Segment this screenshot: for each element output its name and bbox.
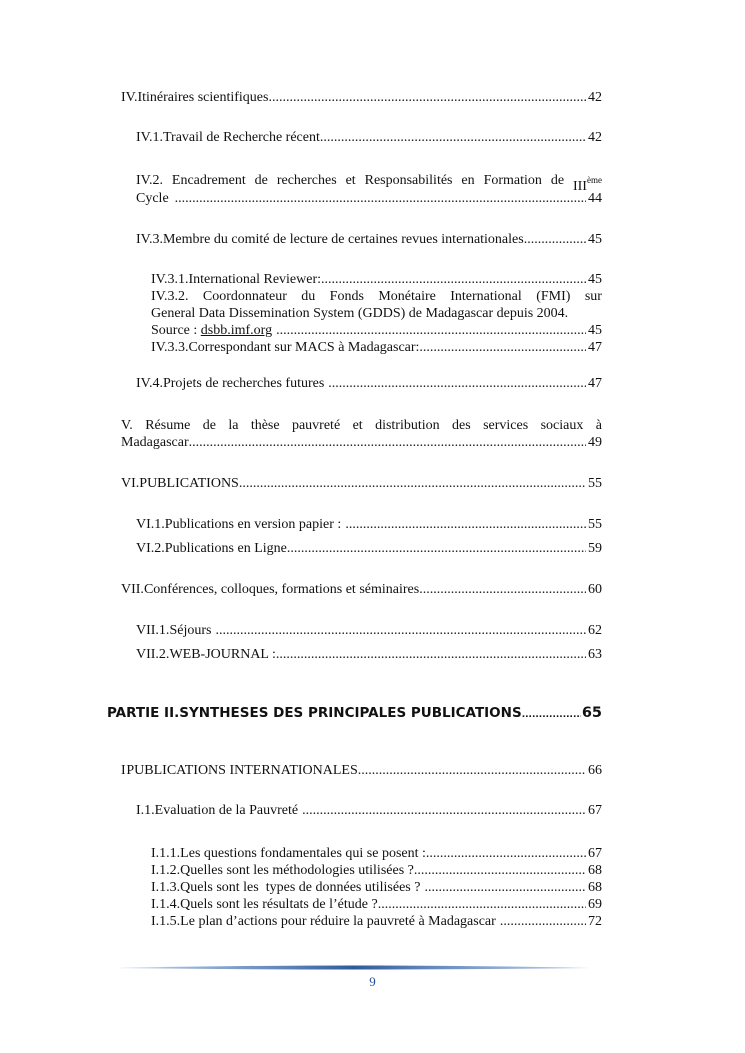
toc-leader [268,89,586,106]
toc-number: IV.2. [136,173,163,188]
toc-number: VII. [121,582,144,597]
toc-label: General Data Dissemination System (GDDS) de Madagascar depuis 2004. [151,306,569,321]
toc-word: des [452,418,471,433]
toc-word: de [550,173,565,188]
toc-label: Quelles sont les méthodologies utilisées ? [180,863,414,878]
toc-number: IV.3. [136,232,163,247]
toc-leader [276,646,586,663]
toc-entry-iv-3[interactable] [136,231,602,248]
toc-page: 47 [588,376,602,391]
toc-label: Conférences, colloques, formations et séminaires [143,582,420,597]
toc-leader [302,802,586,819]
toc-page: 55 [588,517,602,532]
toc-entry-i-1[interactable] [136,802,602,819]
toc-entry-iv-3-1[interactable] [151,271,602,288]
toc-label: SYNTHESES DES PRINCIPALES PUBLICATIONS [179,705,522,721]
source-link[interactable]: dsbb.imf.org [200,323,273,338]
toc-word: III [572,179,587,194]
toc-number: IV. [121,90,138,105]
toc-word: (FMI) [536,289,571,304]
toc-entry-i-1-3[interactable] [151,879,602,896]
toc-word: Monétaire [378,289,436,304]
toc-word: à [595,418,602,433]
toc-page: 68 [588,863,602,878]
toc-leader [419,339,586,356]
toc-word: thèse [250,418,280,433]
toc-entry-iv-3-2-line1[interactable] [151,288,602,305]
toc-word: en [461,173,475,188]
toc-entry-iv-3-2-line2 [151,305,602,322]
toc-word: Coordonnateur [202,289,287,304]
toc-label: Publications en version papier : [164,517,342,532]
toc-page: 62 [588,623,602,638]
toc-label: PUBLICATIONS [139,476,239,491]
toc-word: Résume [145,418,191,433]
toc-word: pauvreté [291,418,341,433]
toc-page: 44 [588,191,602,206]
toc-entry-iv[interactable] [121,89,602,106]
toc-leader [320,129,586,146]
toc-leader [321,271,586,288]
toc-label: Quels sont les résultats de l’étude ? [180,897,378,912]
toc-label: Séjours [169,623,212,638]
toc-entry-vi[interactable] [121,475,602,492]
toc-label [151,322,272,339]
toc-label: Evaluation de la Pauvreté [154,803,299,818]
toc-entry-iv-2-line2[interactable] [136,190,602,207]
toc-number: IV.3.3. [151,340,189,355]
toc-leader [414,862,586,879]
toc-entry-vii[interactable] [121,581,602,598]
toc-number: VI.1. [136,517,165,532]
toc-label: Projets de recherches futures [162,376,325,391]
toc-entry-i-1-2[interactable] [151,862,602,879]
toc-label: Quels sont les types de données utilisées ? [180,880,421,895]
toc-number: IV.3.2. [151,289,189,304]
toc-word: la [228,418,239,433]
toc-page: 72 [588,914,602,929]
toc-label: Madagascar [121,435,189,450]
toc-word: sur [584,289,602,304]
toc-leader [345,516,586,533]
toc-leader [215,622,586,639]
toc-page: 42 [588,130,602,145]
toc-page: 47 [588,340,602,355]
toc-leader [522,704,581,724]
toc-label: Les questions fondamentales qui se posent : [180,846,426,861]
toc-leader [524,231,586,248]
toc-entry-vii-1[interactable] [136,622,602,639]
toc-number: PARTIE II. [107,705,180,721]
toc-entry-v-line1[interactable] [121,417,602,434]
toc-page: 65 [581,705,602,721]
toc-word: recherches [276,173,337,188]
toc-entry-vi-1[interactable] [136,516,602,533]
toc-page: 49 [588,435,602,450]
superscript: ème [586,175,602,185]
toc-page: 45 [588,272,602,287]
toc-number: IV.4. [136,376,163,391]
toc-label: Cycle [136,191,169,206]
toc-page: 67 [588,846,602,861]
page-number: 9 [369,974,376,989]
toc-entry-i[interactable] [121,762,602,779]
toc-number: I.1.2. [151,863,181,878]
toc-word: de [254,173,268,188]
toc-page: 63 [588,647,602,662]
toc-page: 55 [588,476,602,491]
toc-entry-i-1-4[interactable] [151,896,602,913]
toc-entry-partie-ii[interactable] [107,704,602,724]
toc-page: 68 [588,880,602,895]
toc-word: Responsabilités [364,173,453,188]
footer-rule-shape [116,966,592,970]
toc-number: V. [121,418,133,433]
toc-label: Membre du comité de lecture de certaines revues internationales [162,232,524,247]
toc-leader [276,322,586,339]
toc-leader [419,581,586,598]
toc-page: 45 [588,323,602,338]
source-prefix: Source : [151,323,201,338]
toc-page: 59 [588,541,602,556]
toc-word: et [352,418,363,433]
toc-leader [358,762,586,779]
toc-leader [239,475,586,492]
toc-word: Formation [483,173,542,188]
toc-entry-i-1-1[interactable] [151,845,602,862]
toc-label: Travail de Recherche récent [162,130,320,145]
toc-entry-iv-3-2-line3[interactable] [151,322,602,339]
toc-page: 69 [588,897,602,912]
toc-number: IV.1. [136,130,163,145]
toc-number: I.1.5. [151,914,181,929]
toc-leader [328,375,586,392]
toc-number: I.1.4. [151,897,181,912]
toc-number: IV.3.1. [151,272,189,287]
toc-leader [287,540,586,557]
toc-number: VI. [121,476,140,491]
toc-word: distribution [375,418,440,433]
toc-label: Itinéraires scientifiques [137,90,269,105]
toc-word: sociaux [540,418,584,433]
toc-word: et [345,173,356,188]
toc-word: Fonds [329,289,364,304]
toc-entry-vii-2[interactable] [136,646,602,663]
toc-entry-v-line2[interactable] [121,434,602,451]
toc-number: I [121,763,126,778]
toc-word: services [483,418,529,433]
toc-entry-i-1-5[interactable] [151,913,602,930]
toc-number: VI.2. [136,541,165,556]
toc-leader [426,845,586,862]
toc-label: Le plan d’actions pour réduire la pauvreté à Madagascar [180,914,496,929]
footer-rule [116,962,592,974]
toc-leader [189,434,586,451]
toc-entry-iv-3-3[interactable] [151,339,602,356]
toc-number: VII.1. [136,623,170,638]
toc-page: 67 [588,803,602,818]
toc-label: Correspondant sur MACS à Madagascar: [188,340,420,355]
toc-label: WEB-JOURNAL : [169,647,276,662]
toc-word: Encadrement [171,173,246,188]
toc-leader [175,190,586,207]
toc-label: International Reviewer: [188,272,322,287]
toc-entry-iv-4[interactable] [136,375,602,392]
toc-page: 42 [588,90,602,105]
toc-leader [500,913,586,930]
toc-word: du [301,289,316,304]
toc-entry-iv-1[interactable] [136,129,602,146]
toc-entry-vi-2[interactable] [136,540,602,557]
toc-number: I.1.1. [151,846,181,861]
toc-number: I.1. [136,803,155,818]
toc-word: International [450,289,522,304]
toc-number: VII.2. [136,647,170,662]
toc-number: I.1.3. [151,880,181,895]
toc-label: Publications en Ligne [164,541,287,556]
toc-page: 45 [588,232,602,247]
toc-label: PUBLICATIONS INTERNATIONALES [126,763,358,778]
toc-page: 60 [588,582,602,597]
toc-leader [424,879,586,896]
toc-page: 66 [588,763,602,778]
toc-leader [378,896,586,913]
toc-word: de [202,418,216,433]
